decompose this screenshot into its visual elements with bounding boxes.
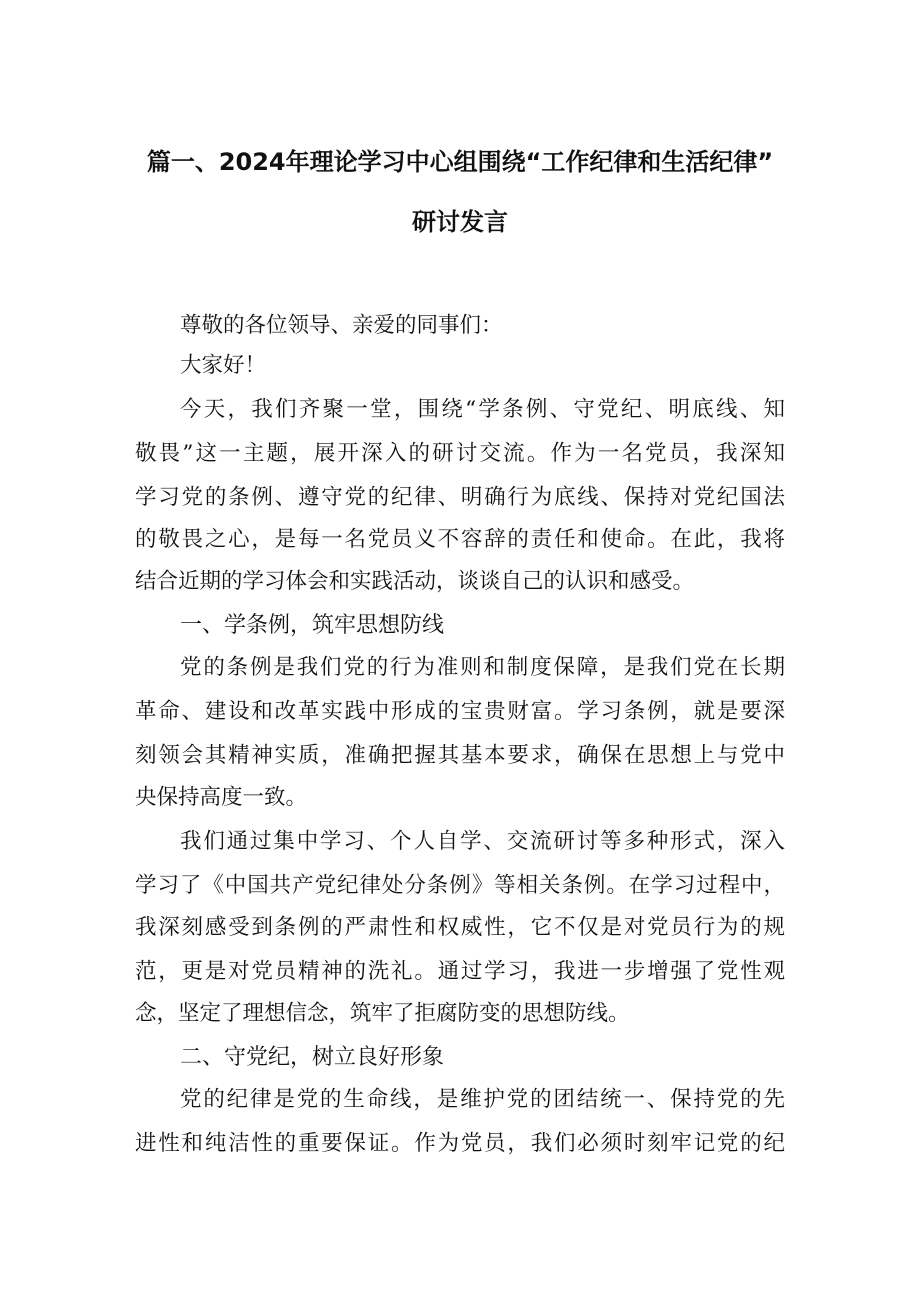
salutation: 尊敬的各位领导、亲爱的同事们： [180,313,503,338]
paragraph-2-line: 刻领会其精神实质，准确把握其基本要求，确保在思想上与党中 [135,743,785,768]
document-title-line-2: 研讨发言 [412,208,508,236]
paragraph-3-line: 念，坚定了理想信念，筑牢了拒腐防变的思想防线。 [135,1001,630,1026]
paragraph-4-line: 进性和纯洁性的重要保证。作为党员，我们必须时刻牢记党的纪 [135,1131,785,1156]
paragraph-3-line: 学习了《中国共产党纪律处分条例》等相关条例。在学习过程中， [135,873,785,898]
paragraph-1-line: 结合近期的学习体会和实践活动，谈谈自己的认识和感受。 [135,569,695,594]
paragraph-1-line: 敬畏”这一主题，展开深入的研讨交流。作为一名党员，我深知 [135,441,785,466]
paragraph-1-line: 学习党的条例、遵守党的纪律、明确行为底线、保持对党纪国法 [135,485,785,510]
section-heading-1: 一、学条例，筑牢思想防线 [180,613,445,638]
paragraph-1-line: 今天，我们齐聚一堂，围绕“学条例、守党纪、明底线、知 [180,397,785,422]
paragraph-2-line: 革命、建设和改革实践中形成的宝贵财富。学习条例，就是要深 [135,699,785,724]
paragraph-1-line: 的敬畏之心，是每一名党员义不容辞的责任和使命。在此，我将 [135,527,785,552]
paragraph-4-line: 党的纪律是党的生命线，是维护党的团结统一、保持党的先 [180,1087,785,1112]
paragraph-3-line: 我们通过集中学习、个人自学、交流研讨等多种形式，深入 [180,829,785,854]
section-heading-2: 二、守党纪，树立良好形象 [180,1045,445,1070]
greeting: 大家好！ [180,353,267,378]
paragraph-3-line: 我深刻感受到条例的严肃性和权威性，它不仅是对党员行为的规 [135,915,785,940]
document-title-line-1: 篇一、2024年理论学习中心组围绕“工作纪律和生活纪律” [146,148,774,176]
paragraph-3-line: 范，更是对党员精神的洗礼。通过学习，我进一步增强了党性观 [135,959,785,984]
paragraph-2-line: 党的条例是我们党的行为准则和制度保障，是我们党在长期 [180,655,785,680]
paragraph-2-line: 央保持高度一致。 [135,785,308,810]
